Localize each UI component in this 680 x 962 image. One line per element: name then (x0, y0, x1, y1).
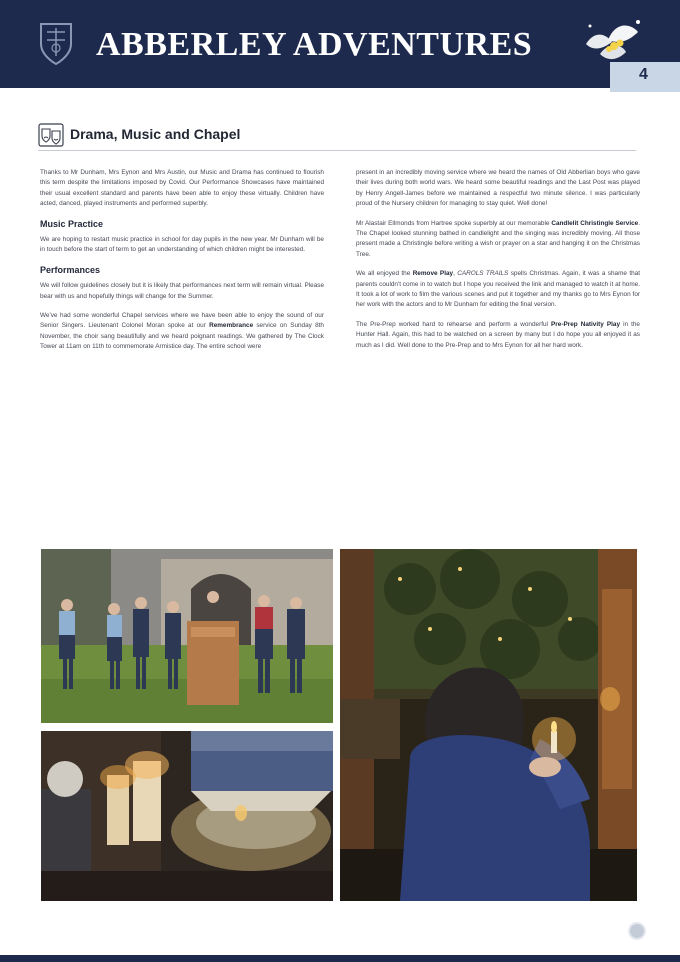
section-divider (38, 150, 636, 151)
text-run: in the Hunter Hall. Again, this had to be watched on a screen by many but I do hope you all enjoyed it as much as I did. Well done to the Pre-Prep and to Mrs Eynon for all her hard work. (356, 320, 640, 349)
remove-play-highlight: Remove Play (412, 270, 454, 278)
music-practice-paragraph: We are hoping to restart music practice in school for day pupils in the new year. Mr Dunham will be in touch before the start of term to get an understanding of which children might be interested. (40, 236, 324, 254)
christingle-paragraph (356, 219, 640, 261)
nativity-highlight: Pre-Prep Nativity Play (551, 320, 621, 328)
remembrance-paragraph: present in an incredibly moving service where we heard the names of Old Abberlian boys who gave their lives during both world wars. We heard some beautiful readings and the Last Post was played by Henry Angell-James before we maintained a respectful two minute silence. I was particularly proud of the Nursery children for managing to stay quiet. Well done! (356, 169, 640, 208)
choir-outdoors-photo (41, 549, 333, 723)
music-practice-heading: Music Practice (40, 218, 104, 229)
nativity-paragraph (356, 320, 640, 351)
text-run: , (453, 270, 458, 278)
text-run: . The Chapel looked stunning bathed in candlelight and the singing was incredibly moving. All those present made a Christingle before writing a wish or prayer on a star and hanging it on the Christmas Tree. (356, 219, 641, 258)
text-run: We've had some wonderful Chapel services where we have been able to enjoy the sound of our Senior Singers. Lieutenant Colonel Moran spoke at our (40, 312, 324, 330)
text-run: We all enjoyed the (356, 270, 413, 278)
remembrance-highlight: Remembrance (209, 322, 254, 330)
performances-paragraph-2 (40, 311, 324, 353)
section-title: Drama, Music and Chapel (70, 126, 241, 142)
remove-play-paragraph (356, 269, 640, 311)
left-text-column (40, 168, 324, 362)
chapel-candlelight-photo (340, 549, 637, 901)
page-footer-bar (0, 955, 680, 962)
page-indicator-dot (628, 922, 646, 940)
intro-paragraph: Thanks to Mr Dunham, Mrs Eynon and Mrs Austin, our Music and Drama has continued to flourish this term despite the limitations imposed by Covid. Our Performance Showcases have maintained their usual excellent standard and parents have been able to enjoy these virtually. Children have acted, danced, played instruments and performed superbly. (40, 169, 324, 208)
performances-paragraph-1: We will follow guidelines closely but it is likely that performances next term will remain virtual. Please bear with us and hopefully things will change for the Summer. (40, 282, 324, 300)
text-run: service on Sunday 8th November, the choir sang beautifully and we heard poignant readings. We gathered by The Clock Tower at 11am on 11th to commemorate Armistice day. The entire school were (40, 322, 324, 351)
play-title: CAROLS TRAILS (457, 270, 509, 278)
theatre-masks-icon (38, 123, 64, 147)
holly-decoration-icon (578, 14, 648, 66)
newsletter-title: ABBERLEY ADVENTURES (96, 26, 533, 63)
page-header (0, 0, 680, 88)
christingle-candles-photo (41, 731, 333, 901)
christingle-highlight: Candlelit Christingle Service (551, 219, 639, 227)
page-number: 4 (639, 66, 648, 83)
school-crest-icon (38, 20, 74, 66)
text-run: spells Christmas. Again, it was a shame that parents couldn't come in to watch but I hope you received the link and managed to watch it at home. It took a lot of work to film the various scenes and put it together and my thanks go to Mrs Eynon for her work with the actors and to Mr Dunham for editing the final version. (356, 270, 640, 309)
text-run: Mr Alastair Ellmonds from Hartree spoke superbly at our memorable (356, 219, 552, 227)
performances-heading: Performances (40, 264, 101, 275)
text-run: The Pre-Prep worked hard to rehearse and perform a wonderful (356, 320, 552, 328)
right-text-column (356, 168, 640, 360)
